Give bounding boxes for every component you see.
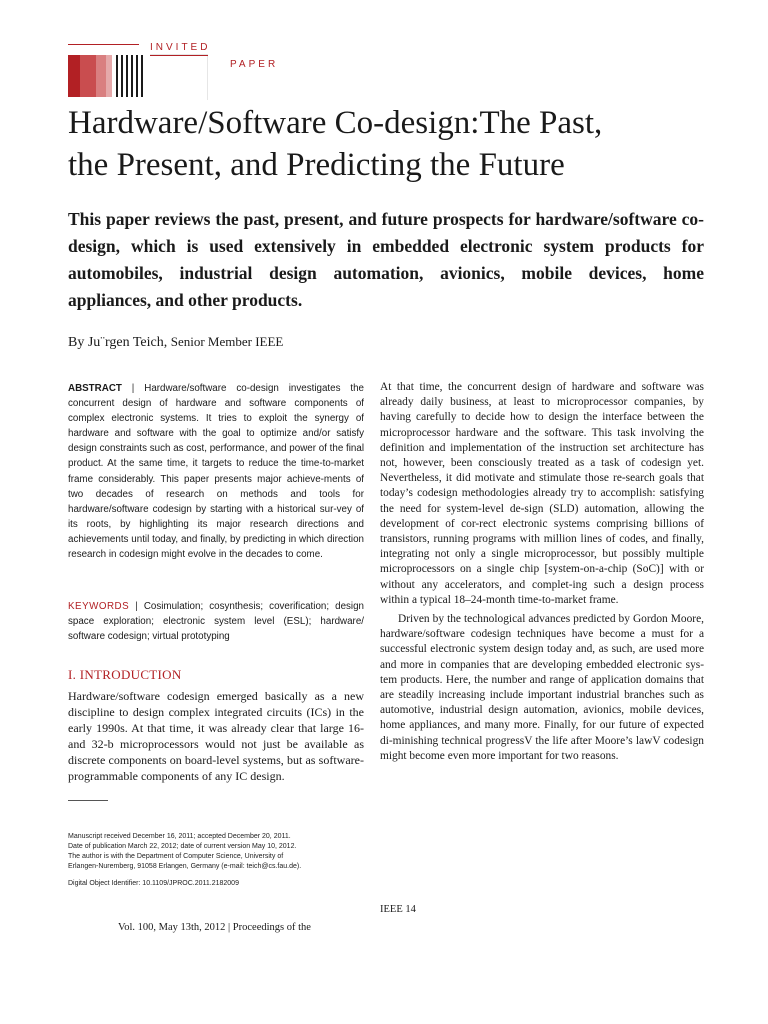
author-membership: Senior Member IEEE bbox=[170, 334, 284, 349]
author-line bbox=[68, 334, 283, 351]
abstract-heading: ABSTRACT bbox=[68, 383, 122, 394]
body-column-right bbox=[380, 380, 704, 764]
paper-title bbox=[68, 102, 718, 186]
logo-top-rule bbox=[68, 44, 139, 45]
keywords-separator: | bbox=[135, 601, 138, 612]
footnote-publication: Date of publication March 22, 2012; date of current version May 10, 2012. bbox=[68, 843, 297, 850]
introduction-paragraph: Hardware/software codesign emerged basically as a new discipline to design complex integrated circuits (ICs) in the early 1990s. At that time, it was already clear that large 16- and 32-b microprocessors would not just be available as discrete components on board-level systems, but as software-programmable components of any IC design. bbox=[68, 689, 364, 783]
invited-label: INVITED bbox=[150, 42, 211, 53]
body-paragraph: At that time, the concurrent design of hardware and software was already daily business, at least to microprocessor companies, by having carefully to decide how to design the interface between the microprocessor hardware and the software. This task involving the definition and implementation of the instruction set architecture has not, however, been consciously treated as a task of codesign yet. Nevertheless, it did motivate and stimulate those re-search goals that today’s codesign methodologies already try to accomplish: satisfying the need for system-level de-sign (SLD) automation, allowing the development of cor-rect electronic systems comprising billions of transistors, running programs with million lines of codes, and finally, integrating not only a single microprocessor, but possibly multiple microprocessors on a single chip [system-on-a-chip (SoC)] with or without any accelerators, and complet-ing such a design process within a typical 18–24-month time-to-market frame. bbox=[380, 381, 704, 606]
paper-label: PAPER bbox=[230, 59, 279, 70]
paper-summary: This paper reviews the past, present, and future prospects for hardware/software co-design, which is used extensively in embedded electronic system products for automobiles, industrial design automation, avionics, mobile devices, home appliances, and other products. bbox=[68, 209, 704, 310]
author-name: By Ju¨rgen Teich, bbox=[68, 335, 168, 350]
footer-journal: Vol. 100, May 13th, 2012 | Proceedings of the bbox=[118, 922, 311, 933]
footnote-affiliation: The author is with the Department of Computer Science, University of bbox=[68, 853, 284, 860]
footnote-manuscript: Manuscript received December 16, 2011; accepted December 20, 2011. bbox=[68, 833, 291, 840]
abstract-separator: | bbox=[131, 383, 135, 394]
body-paragraph: Driven by the technological advances predicted by Gordon Moore, hardware/software codesign techniques have become a must for a successful electronic system design today and, as such, are used more and more in companies that are developing embedded electronic sys-tem products. Here, the number and range of application domains that are steadily increasing include important industrial branches such as automotive, industrial design automation, avionics, mobile devices, home appliances, and many more. Finally, for our future of expected di-minishing technical progressV the life after Moore’s lawV codesign might become even more important for two reasons. bbox=[380, 613, 704, 762]
keywords-heading: KEYWORDS bbox=[68, 601, 130, 612]
invited-paper-logo bbox=[68, 53, 208, 100]
section-heading-introduction: I. INTRODUCTION bbox=[68, 667, 182, 682]
footnote bbox=[68, 832, 368, 889]
keywords bbox=[68, 599, 364, 644]
invited-rule bbox=[150, 55, 208, 56]
title-line-2: the Present, and Predicting the Future bbox=[68, 147, 565, 183]
abstract bbox=[68, 381, 364, 562]
footer-page: IEEE 14 bbox=[380, 904, 416, 915]
keywords-text: Cosimulation; cosynthesis; coverification; design space exploration; electronic system level (ESL); hardware/ software codesign; virtual prototyping bbox=[68, 601, 364, 642]
footnote-rule bbox=[68, 800, 108, 801]
abstract-text: Hardware/software co-design investigates the concurrent design of hardware and software components of complex electronic systems. It tries to exploit the synergy of hardware and software with the goal to optimize and/or satisfy design constraints such as cost, performance, and power of the final product. At the same time, it targets to reduce the time-to-market frame considerably. This paper presents major achieve-ments of two decades of research on methods and tools for hardware/software codesign by starting with a historical sur-vey of its roots, by highlighting its major research directions and achievements until today, and finally, by predicting in which direction research in codesign might evolve in the decades to come. bbox=[68, 383, 364, 561]
footnote-address: Erlangen-Nuremberg, 91058 Erlangen, Germany (e-mail: teich@cs.fau.de). bbox=[68, 863, 302, 870]
footnote-doi: Digital Object Identifier: 10.1109/JPROC.2011.2182009 bbox=[68, 880, 239, 887]
title-line-1: Hardware/Software Co-design:The Past, bbox=[68, 105, 603, 141]
